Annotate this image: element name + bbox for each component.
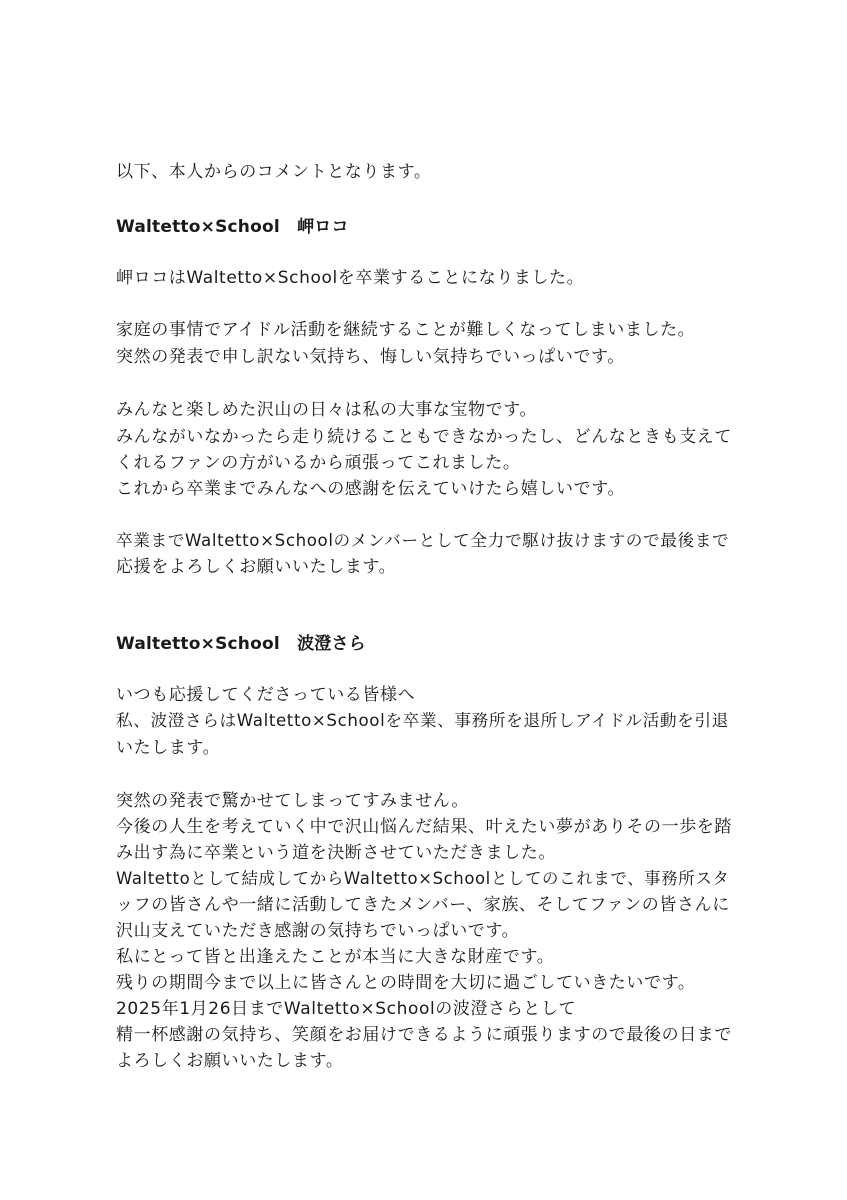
section2-line: み出す為に卒業という道を決断させていただきました。 bbox=[116, 843, 556, 863]
section1-line: 突然の発表で申し訳ない気持ち、悔しい気持ちでいっぱいです。 bbox=[116, 347, 625, 367]
section2-line: 沢山支えていただき感謝の気持ちでいっぱいです。 bbox=[116, 921, 520, 941]
section2-line: ッフの皆さんや一緒に活動してきたメンバー、家族、そしてファンの皆さんに bbox=[116, 895, 730, 915]
section2-line: 精一杯感謝の気持ち、笑顔をお届けできるように頑張りますので最後の日まで bbox=[116, 1025, 732, 1045]
section2-line: 私にとって皆と出逢えたことが本当に大きな財産です。 bbox=[116, 947, 555, 967]
section1-heading: Waltetto×School 岬ロコ bbox=[116, 217, 349, 237]
section2-line: よろしくお願いいたします。 bbox=[116, 1051, 344, 1071]
section1-line: 応援をよろしくお願いいたします。 bbox=[116, 557, 397, 577]
intro-text: 以下、本人からのコメントとなります。 bbox=[116, 162, 432, 182]
section1-line: みんなと楽しめた沢山の日々は私の大事な宝物です。 bbox=[116, 400, 538, 420]
section2-line: 突然の発表で驚かせてしまってすみません。 bbox=[116, 791, 470, 811]
section1-line: 卒業までWaltetto×Schoolのメンバーとして全力で駆け抜けますので最後まで bbox=[116, 531, 730, 550]
section1-line: みんながいなかったら走り続けることもできなかったし、どんなときも支えて bbox=[116, 427, 732, 447]
section2-heading: Waltetto×School 波澄さら bbox=[116, 634, 366, 654]
section2-line: 2025年1月26日までWaltetto×Schoolの波澄さらとして bbox=[116, 999, 577, 1019]
section2-line: 残りの期間今まで以上に皆さんとの時間を大切に過ごしていきたいです。 bbox=[116, 973, 696, 993]
section1-line: 岬ロコはWaltetto×Schoolを卒業することになりました。 bbox=[116, 268, 585, 288]
section1-line: 家庭の事情でアイドル活動を継続することが難しくなってしまいました。 bbox=[116, 320, 696, 340]
section2-line: 私、波澄さらはWaltetto×Schoolを卒業、事務所を退所しアイドル活動を引退 bbox=[116, 711, 729, 730]
section2-line: いつも応援してくださっている皆様へ bbox=[116, 685, 416, 705]
section2-line: いたします。 bbox=[116, 738, 221, 758]
section2-line: 今後の人生を考えていく中で沢山悩んだ結果、叶えたい夢がありその一歩を踏 bbox=[116, 817, 732, 837]
section1-line: これから卒業までみんなへの感謝を伝えていけたら嬉しいです。 bbox=[116, 479, 626, 499]
section2-line: Waltettoとして結成してからWaltetto×Schoolとしてのこれまで、事務所スタ bbox=[116, 869, 730, 888]
section1-line: くれるファンの方がいるから頑張ってこれました。 bbox=[116, 453, 521, 473]
